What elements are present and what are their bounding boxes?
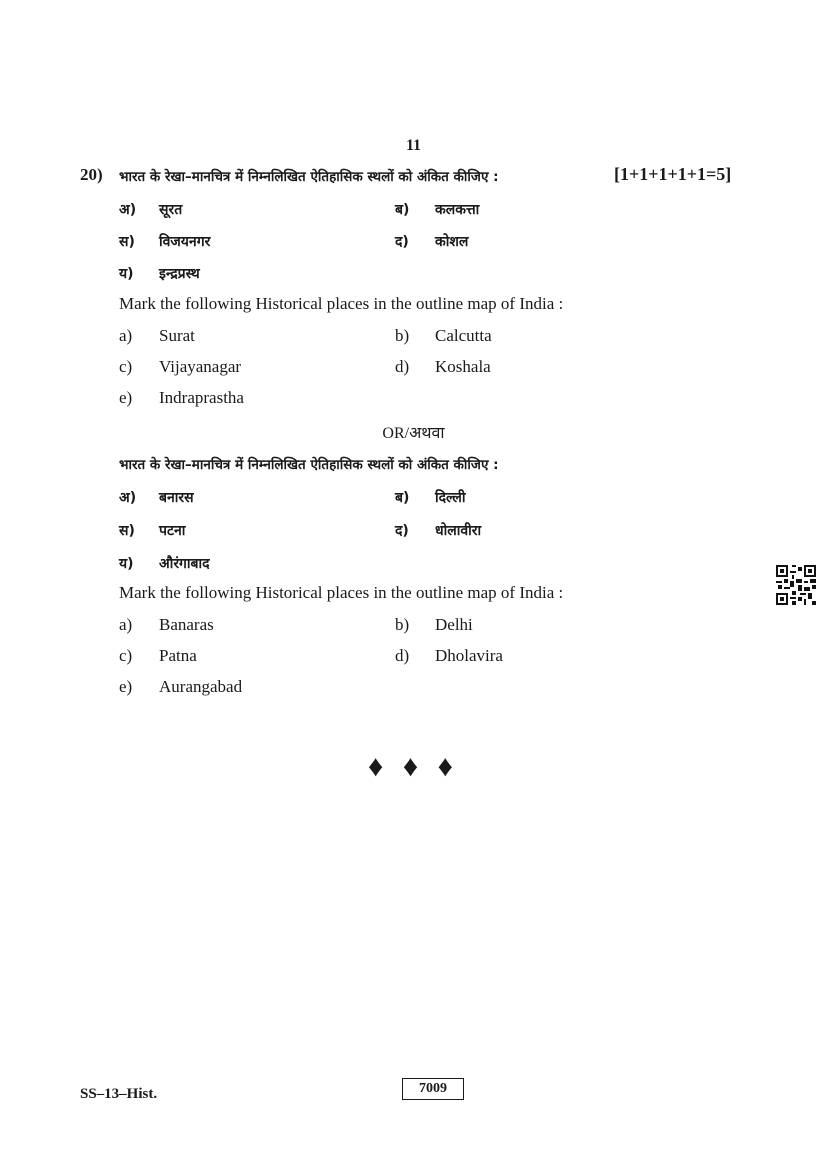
- option-label: य): [119, 266, 134, 282]
- option-text: Calcutta: [435, 326, 492, 345]
- option-label: द): [395, 523, 409, 539]
- option-label: e): [119, 388, 133, 407]
- option-label: b): [395, 326, 410, 345]
- option-label: a): [119, 326, 133, 345]
- alt-hindi-instruction: भारत के रेखा–मानचित्र में निम्नलिखित ऐतिहासिक स्थलों को अंकित कीजिए :: [119, 457, 499, 473]
- option-text: बनारस: [159, 490, 194, 506]
- option-label: अ): [119, 202, 137, 218]
- page-number: 11: [405, 137, 422, 154]
- option-text: Indraprastha: [159, 388, 244, 407]
- option-text: Dholavira: [435, 646, 503, 665]
- option-label: e): [119, 677, 133, 696]
- end-marker-diamonds: ♦ ♦ ♦: [368, 750, 459, 783]
- marks-allocation: [1+1+1+1+1=5]: [614, 164, 732, 184]
- option-label: अ): [119, 490, 137, 506]
- qr-code-icon: [776, 565, 816, 605]
- or-label: OR/अथवा: [382, 425, 445, 442]
- alt-english-instruction: Mark the following Historical places in the outline map of India :: [119, 583, 564, 602]
- option-label: d): [395, 646, 410, 665]
- option-label: य): [119, 556, 134, 572]
- option-text: Patna: [159, 646, 197, 665]
- option-text: Vijayanagar: [159, 357, 242, 376]
- option-text: Surat: [159, 326, 195, 345]
- option-label: a): [119, 615, 133, 634]
- option-label: c): [119, 646, 133, 665]
- option-text: Banaras: [159, 615, 214, 634]
- option-label: ब): [395, 202, 410, 218]
- option-text: पटना: [159, 523, 186, 539]
- option-text: दिल्ली: [435, 490, 466, 506]
- subject-code: SS–13–Hist.: [80, 1086, 158, 1102]
- hindi-instruction: भारत के रेखा–मानचित्र में निम्नलिखित ऐतिहासिक स्थलों को अंकित कीजिए :: [119, 169, 499, 185]
- option-text: कलकत्ता: [435, 202, 480, 218]
- option-label: द): [395, 234, 409, 250]
- option-text: कोशल: [435, 234, 469, 250]
- option-label: d): [395, 357, 410, 376]
- option-label: स): [119, 234, 135, 250]
- option-text: औरंगाबाद: [159, 556, 210, 572]
- option-label: b): [395, 615, 410, 634]
- paper-code: 7009: [402, 1078, 464, 1100]
- option-text: Delhi: [435, 615, 473, 634]
- option-label: c): [119, 357, 133, 376]
- english-instruction: Mark the following Historical places in the outline map of India :: [119, 294, 564, 313]
- option-text: विजयनगर: [159, 234, 211, 250]
- option-label: ब): [395, 490, 410, 506]
- option-text: सूरत: [159, 202, 183, 218]
- option-text: Koshala: [435, 357, 491, 376]
- option-label: स): [119, 523, 135, 539]
- question-number: 20): [80, 165, 103, 184]
- option-text: धोलावीरा: [435, 523, 482, 539]
- option-text: Aurangabad: [159, 677, 243, 696]
- option-text: इन्द्रप्रस्थ: [159, 266, 200, 282]
